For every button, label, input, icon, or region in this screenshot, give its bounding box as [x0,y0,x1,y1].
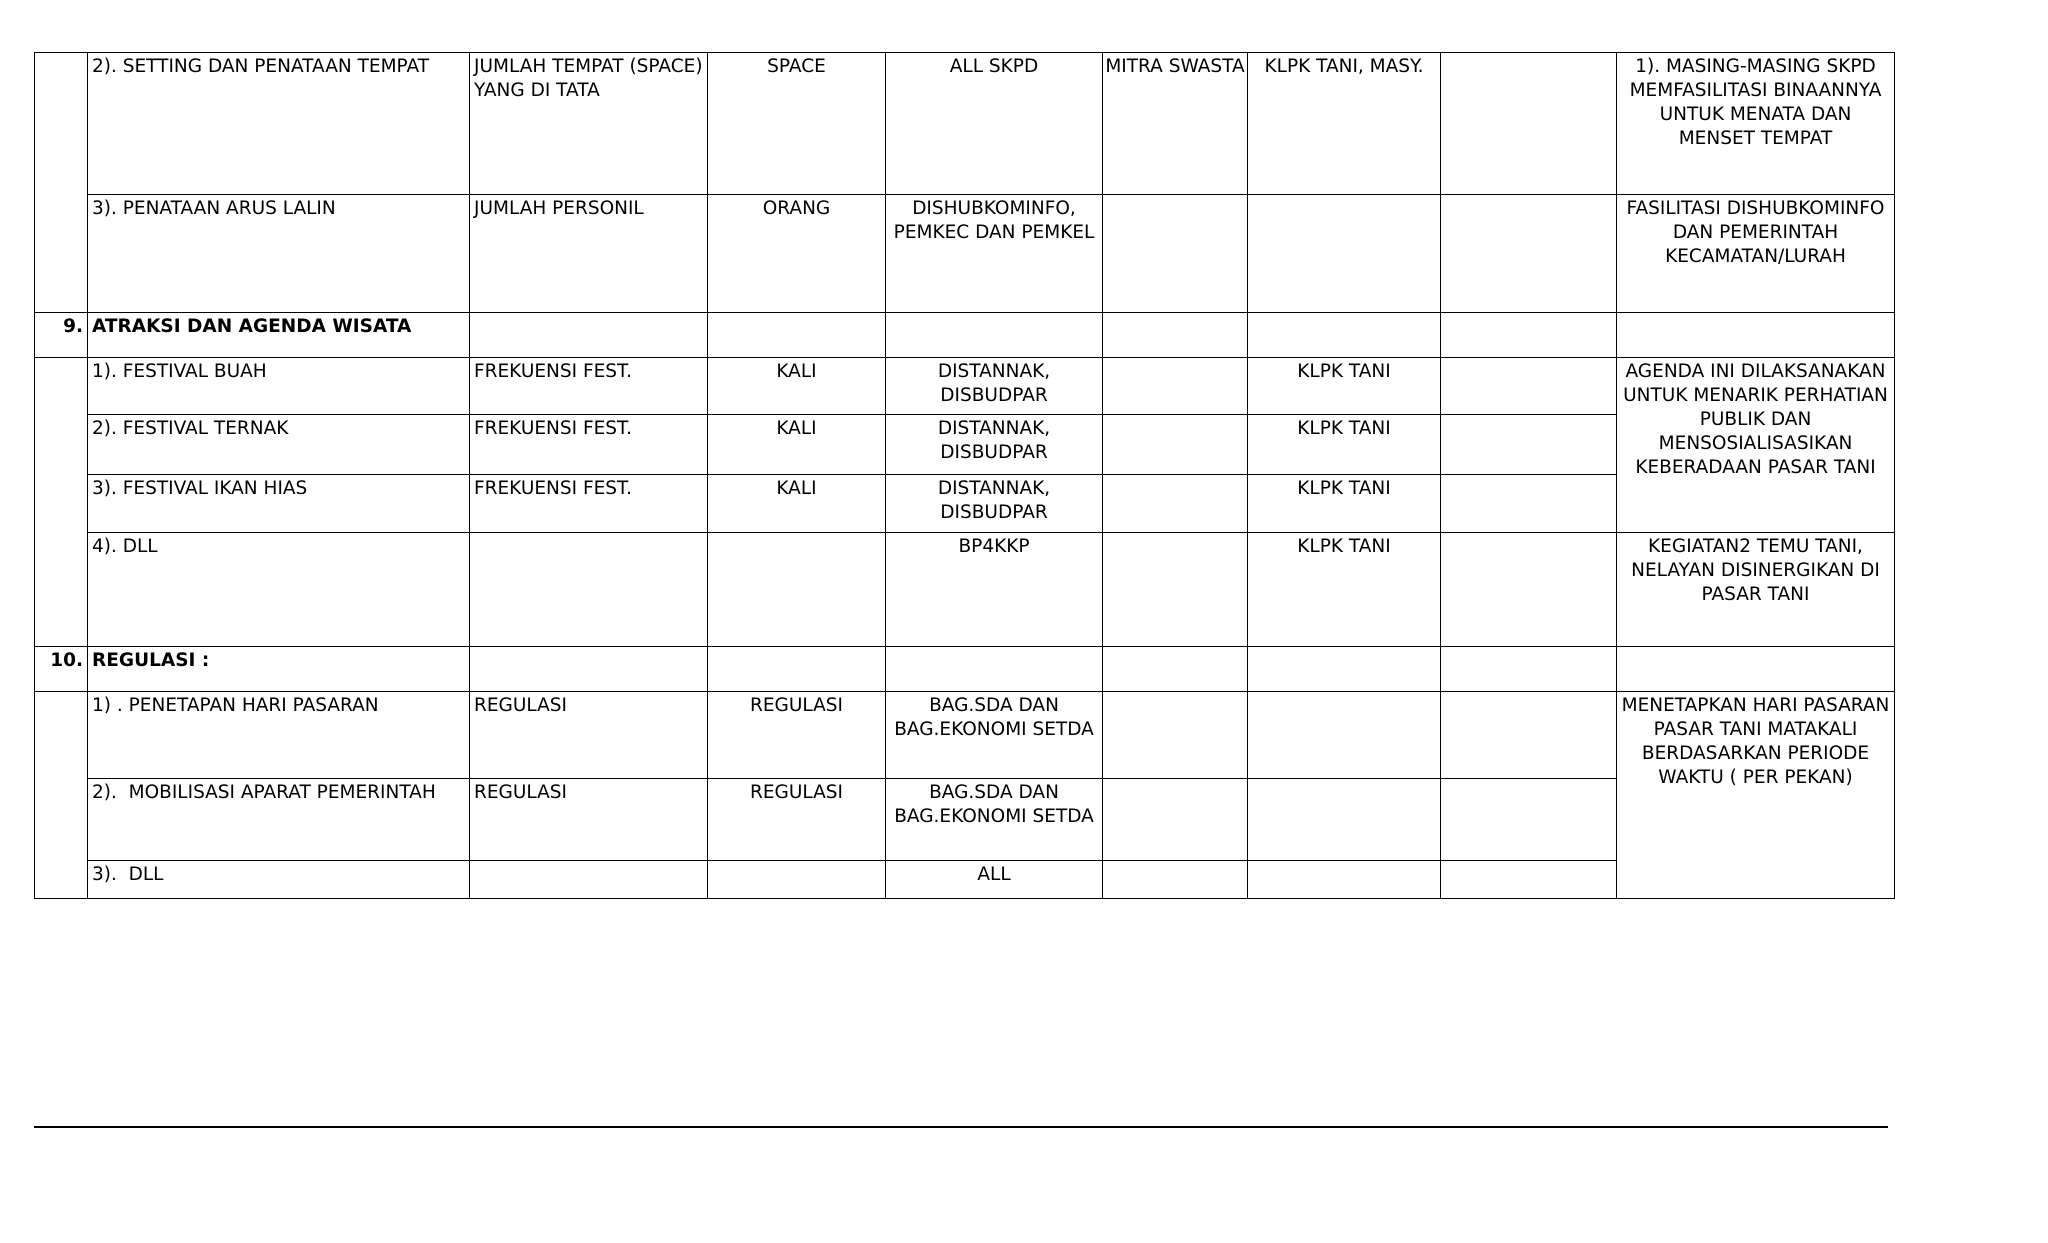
skpd-cell: DISTANNAK, DISBUDPAR [886,415,1103,475]
note-cell: KEGIATAN2 TEMU TANI, NELAYAN DISINERGIKAN DI PASAR TANI [1617,533,1895,647]
item-cell: 2). MOBILISASI APARAT PEMERINTAH [88,779,470,861]
target-cell: KLPK TANI [1248,415,1441,475]
target-cell: KLPK TANI [1248,358,1441,415]
table-row [35,53,1895,195]
table-row [35,195,1895,313]
extra-cell [1441,53,1617,195]
indicator-cell [470,861,708,899]
indicator-cell: REGULASI [470,692,708,779]
note-cell: 1). MASING-MASING SKPD MEMFASILITASI BINAANNYA UNTUK MENATA DAN MENSET TEMPAT [1617,53,1895,195]
footer-divider [34,1126,1888,1128]
unit-cell: KALI [708,358,886,415]
indicator-cell: FREKUENSI FEST. [470,415,708,475]
item-cell: 4). DLL [88,533,470,647]
item-cell: 2). SETTING DAN PENATAAN TEMPAT [88,53,470,195]
indicator-cell: REGULASI [470,779,708,861]
note-cell: FASILITASI DISHUBKOMINFO DAN PEMERINTAH KECAMATAN/LURAH [1617,195,1895,313]
skpd-cell: BAG.SDA DAN BAG.EKONOMI SETDA [886,692,1103,779]
unit-cell [708,533,886,647]
table-row [35,692,1895,779]
item-cell: 1). FESTIVAL BUAH [88,358,470,415]
section-number: 10. [35,647,88,692]
unit-cell: SPACE [708,53,886,195]
unit-cell: REGULASI [708,692,886,779]
program-table [34,52,1895,899]
note-cell: MENETAPKAN HARI PASARAN PASAR TANI MATAKALI BERDASARKAN PERIODE WAKTU ( PER PEKAN) [1617,692,1895,899]
partner-cell [1103,195,1248,313]
table-row [35,533,1895,647]
section-title: ATRAKSI DAN AGENDA WISATA [88,313,470,358]
table-row [35,779,1895,861]
unit-cell [708,861,886,899]
table-row [35,358,1895,415]
target-cell: KLPK TANI [1248,533,1441,647]
target-cell: KLPK TANI, MASY. [1248,53,1441,195]
table-row [35,415,1895,475]
skpd-cell: BAG.SDA DAN BAG.EKONOMI SETDA [886,779,1103,861]
section-title: REGULASI : [88,647,470,692]
indicator-cell: JUMLAH PERSONIL [470,195,708,313]
indicator-cell: JUMLAH TEMPAT (SPACE) YANG DI TATA [470,53,708,195]
item-cell: 1) . PENETAPAN HARI PASARAN [88,692,470,779]
skpd-cell: DISTANNAK, DISBUDPAR [886,358,1103,415]
item-cell: 2). FESTIVAL TERNAK [88,415,470,475]
target-cell: KLPK TANI [1248,475,1441,533]
number-cell-empty [35,692,88,899]
number-cell-empty [35,358,88,647]
extra-cell [1441,195,1617,313]
unit-cell: KALI [708,475,886,533]
section-header-row [35,313,1895,358]
unit-cell: REGULASI [708,779,886,861]
skpd-cell: ALL SKPD [886,53,1103,195]
table-row [35,861,1895,899]
partner-cell: MITRA SWASTA [1103,53,1248,195]
item-cell: 3). FESTIVAL IKAN HIAS [88,475,470,533]
section-header-row [35,647,1895,692]
section-number: 9. [35,313,88,358]
skpd-cell: BP4KKP [886,533,1103,647]
unit-cell: KALI [708,415,886,475]
item-cell: 3). DLL [88,861,470,899]
skpd-cell: DISHUBKOMINFO, PEMKEC DAN PEMKEL [886,195,1103,313]
unit-cell: ORANG [708,195,886,313]
skpd-cell: ALL [886,861,1103,899]
indicator-cell [470,533,708,647]
number-cell-empty [35,53,88,313]
indicator-cell: FREKUENSI FEST. [470,358,708,415]
skpd-cell: DISTANNAK, DISBUDPAR [886,475,1103,533]
target-cell [1248,195,1441,313]
indicator-cell: FREKUENSI FEST. [470,475,708,533]
item-cell: 3). PENATAAN ARUS LALIN [88,195,470,313]
table-row [35,475,1895,533]
note-cell: AGENDA INI DILAKSANAKAN UNTUK MENARIK PERHATIAN PUBLIK DAN MENSOSIALISASIKAN KEBERADAAN PASAR TANI [1617,358,1895,533]
